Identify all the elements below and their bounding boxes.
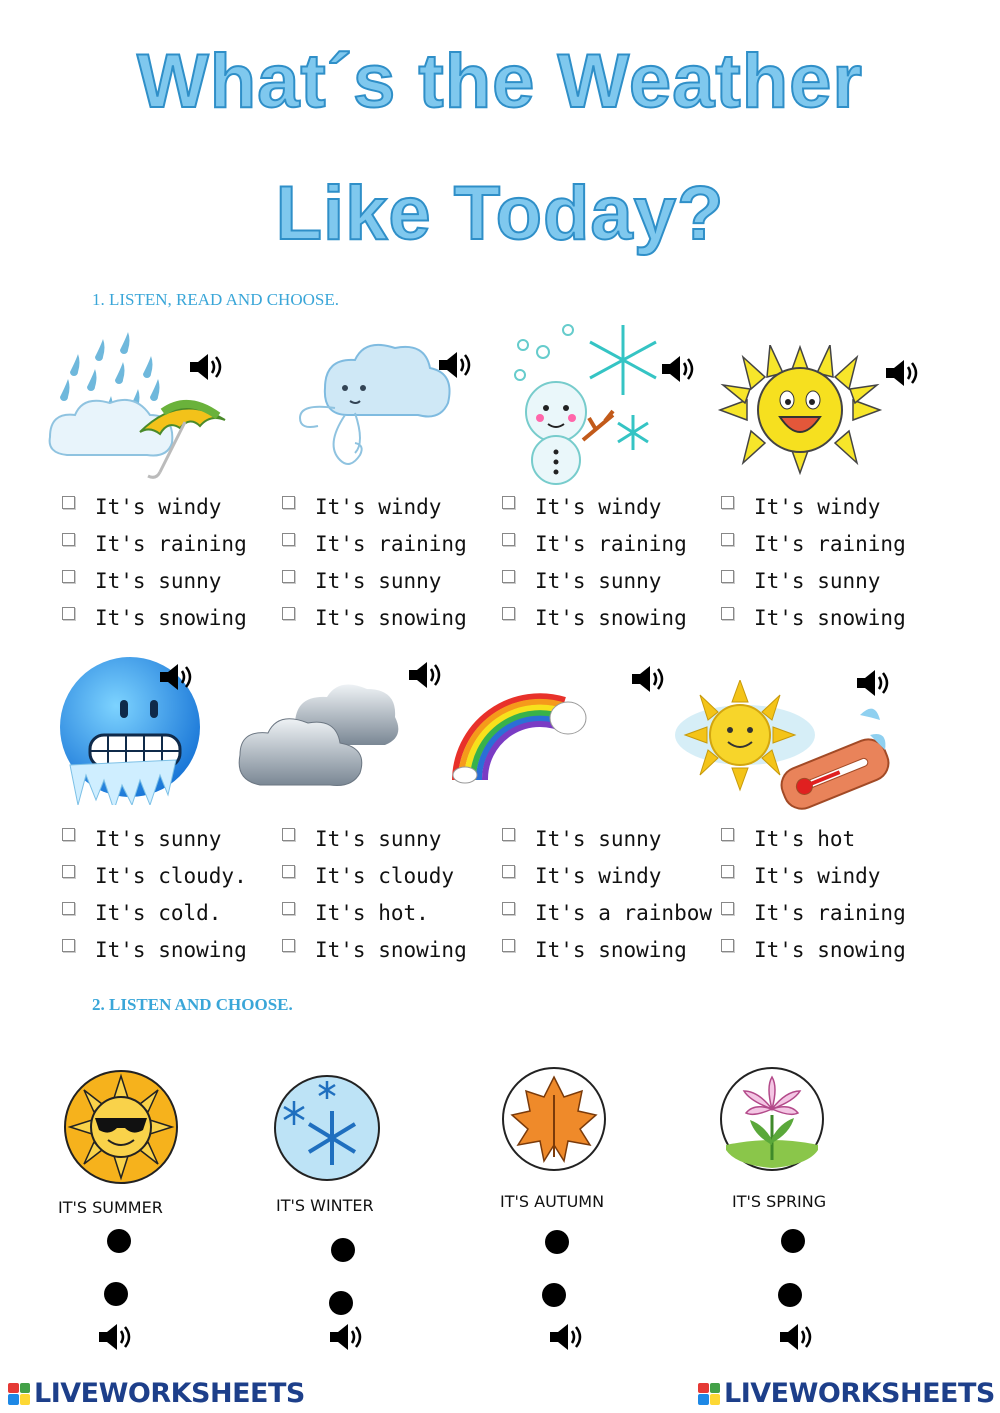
choice-dot[interactable] — [781, 1229, 805, 1253]
option-row[interactable] — [721, 899, 906, 927]
speaker-icon[interactable] — [884, 358, 920, 388]
option-row[interactable] — [502, 825, 712, 853]
option-label: It's sunny — [95, 827, 222, 851]
option-row[interactable] — [62, 862, 247, 890]
checkbox[interactable] — [62, 570, 75, 583]
checkbox[interactable] — [282, 902, 295, 915]
question-8-options — [721, 825, 906, 964]
speaker-icon[interactable] — [778, 1322, 814, 1352]
autumn-leaf-picture — [500, 1065, 608, 1173]
option-label: It's raining — [754, 532, 906, 556]
option-label: It's a rainbow — [535, 901, 713, 925]
option-label: It's snowing — [95, 606, 247, 630]
choice-dot[interactable] — [104, 1282, 128, 1306]
checkbox[interactable] — [62, 902, 75, 915]
option-row[interactable] — [502, 604, 687, 632]
option-row[interactable] — [282, 825, 467, 853]
checkbox[interactable] — [502, 828, 515, 841]
speaker-icon[interactable] — [630, 664, 666, 694]
option-row[interactable] — [502, 530, 687, 558]
option-label: It's windy — [95, 495, 222, 519]
speaker-icon[interactable] — [548, 1322, 584, 1352]
rainbow-picture — [450, 690, 590, 785]
option-row[interactable] — [62, 604, 247, 632]
checkbox[interactable] — [282, 496, 295, 509]
option-row[interactable] — [282, 899, 467, 927]
option-label: It's cold. — [95, 901, 222, 925]
checkbox[interactable] — [502, 939, 515, 952]
section-2-heading: 2. LISTEN AND CHOOSE. — [92, 995, 293, 1014]
speaker-icon[interactable] — [158, 662, 194, 692]
liveworksheets-badge-icon — [8, 1383, 30, 1405]
checkbox[interactable] — [282, 570, 295, 583]
choice-dot[interactable] — [329, 1291, 353, 1315]
speaker-icon[interactable] — [437, 350, 473, 380]
option-label: It's sunny — [535, 569, 662, 593]
option-row[interactable] — [62, 936, 247, 964]
option-label: It's sunny — [315, 569, 442, 593]
season-label-spring: IT'S SPRING — [732, 1192, 827, 1211]
checkbox[interactable] — [721, 828, 734, 841]
logo-text: LIVEWORKSHEETS — [724, 1378, 995, 1409]
option-row[interactable] — [721, 825, 906, 853]
title-line-1: What´s the Weather — [136, 39, 863, 124]
section-1-heading: 1. LISTEN, READ AND CHOOSE. — [92, 290, 339, 309]
option-row[interactable] — [62, 825, 247, 853]
option-row[interactable] — [721, 530, 906, 558]
liveworksheets-logo-left — [8, 1378, 305, 1409]
speaker-icon[interactable] — [407, 660, 443, 690]
spring-flower-picture — [718, 1065, 826, 1173]
option-row[interactable] — [502, 567, 687, 595]
speaker-icon[interactable] — [328, 1322, 364, 1352]
liveworksheets-badge-icon — [698, 1383, 720, 1405]
option-label: It's raining — [315, 532, 467, 556]
checkbox[interactable] — [282, 939, 295, 952]
checkbox[interactable] — [502, 865, 515, 878]
option-label: It's windy — [535, 864, 662, 888]
rain-umbrella-picture — [45, 322, 240, 482]
question-4-options — [721, 493, 906, 632]
option-row[interactable] — [721, 862, 906, 890]
option-label: It's sunny — [95, 569, 222, 593]
windy-cloud-picture — [295, 333, 455, 478]
checkbox[interactable] — [502, 533, 515, 546]
season-label-summer: IT'S SUMMER — [58, 1198, 163, 1217]
sun-thermometer-picture — [670, 680, 895, 810]
option-label: It's cloudy. — [95, 864, 247, 888]
option-row[interactable] — [282, 567, 467, 595]
option-label: It's snowing — [315, 938, 467, 962]
option-label: It's sunny — [315, 827, 442, 851]
option-row[interactable] — [721, 604, 906, 632]
checkbox[interactable] — [721, 607, 734, 620]
checkbox[interactable] — [502, 570, 515, 583]
checkbox[interactable] — [502, 902, 515, 915]
option-label: It's windy — [754, 864, 881, 888]
choice-dot[interactable] — [778, 1283, 802, 1307]
option-row[interactable] — [721, 567, 906, 595]
option-row[interactable] — [62, 567, 247, 595]
question-7-options — [502, 825, 712, 964]
option-row[interactable] — [502, 899, 712, 927]
checkbox[interactable] — [62, 939, 75, 952]
question-2-options — [282, 493, 467, 632]
snowman-picture — [508, 320, 668, 485]
choice-dot[interactable] — [542, 1283, 566, 1307]
option-label: It's snowing — [315, 606, 467, 630]
option-row[interactable] — [721, 936, 906, 964]
summer-sun-picture — [62, 1068, 180, 1186]
choice-dot[interactable] — [331, 1238, 355, 1262]
season-label-autumn: IT'S AUTUMN — [500, 1192, 605, 1211]
option-label: It's sunny — [754, 569, 881, 593]
option-label: It's snowing — [535, 606, 687, 630]
smiling-sun-picture — [715, 345, 885, 475]
checkbox[interactable] — [502, 496, 515, 509]
option-label: It's cloudy — [315, 864, 455, 888]
option-label: It's snowing — [95, 938, 247, 962]
option-row[interactable] — [282, 604, 467, 632]
choice-dot[interactable] — [545, 1230, 569, 1254]
dark-clouds-picture — [235, 680, 400, 795]
option-label: It's raining — [535, 532, 687, 556]
checkbox[interactable] — [721, 533, 734, 546]
question-5-options — [62, 825, 247, 964]
liveworksheets-logo-right — [698, 1378, 995, 1409]
checkbox[interactable] — [721, 865, 734, 878]
option-row[interactable] — [502, 493, 687, 521]
checkbox[interactable] — [502, 607, 515, 620]
speaker-icon[interactable] — [660, 354, 696, 384]
speaker-icon[interactable] — [188, 352, 224, 382]
option-row[interactable] — [62, 899, 247, 927]
checkbox[interactable] — [721, 939, 734, 952]
checkbox[interactable] — [282, 865, 295, 878]
checkbox[interactable] — [282, 533, 295, 546]
checkbox[interactable] — [721, 570, 734, 583]
checkbox[interactable] — [62, 865, 75, 878]
option-row[interactable] — [282, 862, 467, 890]
option-row[interactable] — [721, 493, 906, 521]
checkbox[interactable] — [62, 828, 75, 841]
option-label: It's windy — [535, 495, 662, 519]
option-label: It's hot — [754, 827, 856, 851]
question-6-options — [282, 825, 467, 964]
checkbox[interactable] — [721, 496, 734, 509]
option-row[interactable] — [502, 862, 712, 890]
checkbox[interactable] — [62, 607, 75, 620]
season-label-winter: IT'S WINTER — [276, 1196, 374, 1215]
option-label: It's windy — [754, 495, 881, 519]
speaker-icon[interactable] — [855, 668, 891, 698]
option-label: It's sunny — [535, 827, 662, 851]
checkbox[interactable] — [721, 902, 734, 915]
option-row[interactable] — [282, 936, 467, 964]
checkbox[interactable] — [62, 533, 75, 546]
option-row[interactable] — [502, 936, 712, 964]
winter-snowflakes-picture — [272, 1073, 382, 1183]
option-label: It's hot. — [315, 901, 429, 925]
question-1-options — [62, 493, 247, 632]
option-row[interactable] — [282, 530, 467, 558]
checkbox[interactable] — [282, 828, 295, 841]
option-row[interactable] — [282, 493, 467, 521]
logo-text: LIVEWORKSHEETS — [34, 1378, 305, 1409]
checkbox[interactable] — [282, 607, 295, 620]
option-row[interactable] — [62, 530, 247, 558]
title-line-2: Like Today? — [275, 171, 725, 256]
option-label: It's snowing — [535, 938, 687, 962]
question-3-options — [502, 493, 687, 632]
choice-dot[interactable] — [107, 1229, 131, 1253]
option-label: It's windy — [315, 495, 442, 519]
checkbox[interactable] — [62, 496, 75, 509]
speaker-icon[interactable] — [97, 1322, 133, 1352]
option-label: It's snowing — [754, 938, 906, 962]
option-label: It's snowing — [754, 606, 906, 630]
option-label: It's raining — [95, 532, 247, 556]
option-row[interactable] — [62, 493, 247, 521]
option-label: It's raining — [754, 901, 906, 925]
